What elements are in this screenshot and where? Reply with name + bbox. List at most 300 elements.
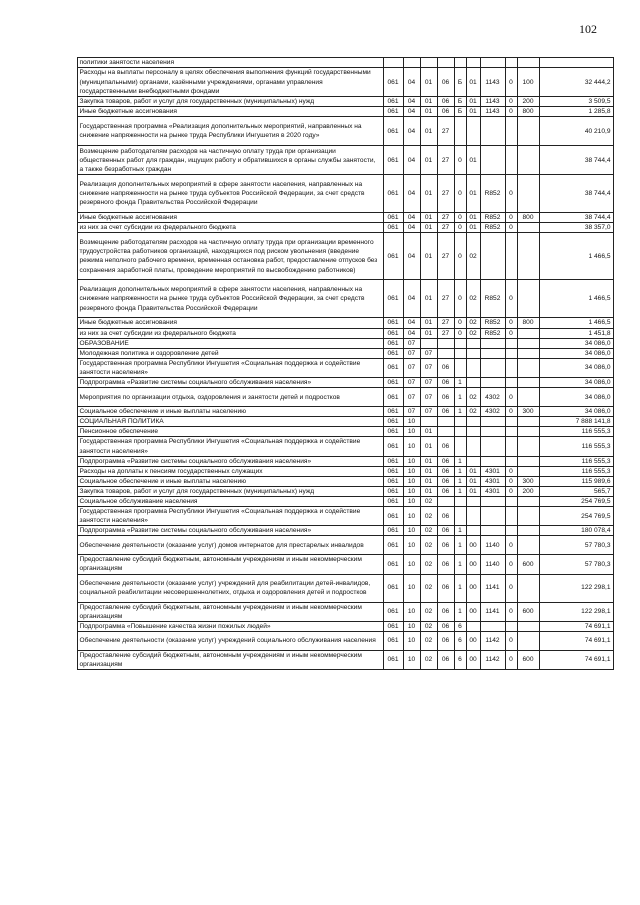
agency-code: 061 bbox=[383, 388, 403, 407]
table-row bbox=[55, 574, 613, 602]
agency-code: 061 bbox=[383, 117, 403, 146]
expense-type-code bbox=[517, 456, 539, 466]
subsection-code bbox=[420, 417, 437, 427]
agency-code: 061 bbox=[383, 223, 403, 233]
expense-type-code: 300 bbox=[517, 407, 539, 417]
program-code: 06 bbox=[437, 407, 454, 417]
subsection-code: 01 bbox=[420, 146, 437, 175]
subprogram-code: 1 bbox=[454, 536, 466, 555]
row-margin bbox=[55, 427, 77, 437]
direction-code: 4301 bbox=[480, 486, 505, 496]
program-code bbox=[437, 427, 454, 437]
program-code: 06 bbox=[437, 97, 454, 107]
row-amount: 34 086,0 bbox=[539, 338, 613, 348]
subdirection-code bbox=[505, 507, 517, 526]
section-code: 04 bbox=[403, 107, 420, 117]
table-row bbox=[55, 602, 613, 621]
subsection-code: 01 bbox=[420, 97, 437, 107]
row-margin bbox=[55, 496, 77, 506]
agency-code: 061 bbox=[383, 427, 403, 437]
table-row bbox=[55, 427, 613, 437]
agency-code: 061 bbox=[383, 338, 403, 348]
row-margin bbox=[55, 233, 77, 280]
row-amount: 254 769,5 bbox=[539, 496, 613, 506]
row-margin bbox=[55, 280, 77, 318]
agency-code: 061 bbox=[383, 486, 403, 496]
subsection-code: 01 bbox=[420, 456, 437, 466]
subdirection-code: 0 bbox=[505, 650, 517, 669]
agency-code: 061 bbox=[383, 146, 403, 175]
event-code bbox=[466, 117, 480, 146]
subdirection-code: 0 bbox=[505, 280, 517, 318]
row-margin bbox=[55, 631, 77, 650]
event-code bbox=[466, 496, 480, 506]
subprogram-code: 1 bbox=[454, 456, 466, 466]
agency-code: 061 bbox=[383, 437, 403, 456]
table-row bbox=[55, 328, 613, 338]
subdirection-code: 0 bbox=[505, 213, 517, 223]
row-amount: 116 555,3 bbox=[539, 456, 613, 466]
table-row bbox=[55, 338, 613, 348]
subdirection-code: 0 bbox=[505, 175, 517, 213]
table-row bbox=[55, 417, 613, 427]
table-row bbox=[55, 476, 613, 486]
program-code: 06 bbox=[437, 486, 454, 496]
section-code: 10 bbox=[403, 476, 420, 486]
event-code bbox=[466, 526, 480, 536]
subdirection-code bbox=[505, 233, 517, 280]
subprogram-code: 0 bbox=[454, 223, 466, 233]
expense-type-code: 800 bbox=[517, 318, 539, 328]
subsection-code: 02 bbox=[420, 496, 437, 506]
event-code: 00 bbox=[466, 555, 480, 574]
subdirection-code bbox=[505, 437, 517, 456]
subsection-code: 07 bbox=[420, 388, 437, 407]
direction-code bbox=[480, 338, 505, 348]
program-code: 06 bbox=[437, 68, 454, 97]
direction-code: R852 bbox=[480, 223, 505, 233]
row-margin bbox=[55, 602, 77, 621]
program-code: 27 bbox=[437, 175, 454, 213]
subdirection-code: 0 bbox=[505, 631, 517, 650]
subdirection-code bbox=[505, 427, 517, 437]
row-name: Закупка товаров, работ и услуг для государственных (муниципальных) нужд bbox=[77, 486, 383, 496]
row-name: Предоставление субсидий бюджетным, автономным учреждениям и иным некоммерческим организациям bbox=[77, 602, 383, 621]
subprogram-code bbox=[454, 496, 466, 506]
program-code: 06 bbox=[437, 574, 454, 602]
row-amount: 254 769,5 bbox=[539, 507, 613, 526]
table-row bbox=[55, 97, 613, 107]
agency-code: 061 bbox=[383, 526, 403, 536]
agency-code: 061 bbox=[383, 574, 403, 602]
table-row bbox=[55, 318, 613, 328]
row-name: Государственная программа Республики Ингушетия «Социальная поддержка и содействие занятости населения» bbox=[77, 507, 383, 526]
expense-type-code bbox=[517, 536, 539, 555]
subdirection-code: 0 bbox=[505, 328, 517, 338]
agency-code: 061 bbox=[383, 417, 403, 427]
agency-code: 061 bbox=[383, 407, 403, 417]
subprogram-code: 0 bbox=[454, 328, 466, 338]
row-margin bbox=[55, 117, 77, 146]
direction-code: 4301 bbox=[480, 466, 505, 476]
program-code: 27 bbox=[437, 233, 454, 280]
direction-code bbox=[480, 417, 505, 427]
section-code: 07 bbox=[403, 407, 420, 417]
row-amount: 34 086,0 bbox=[539, 407, 613, 417]
subdirection-code bbox=[505, 526, 517, 536]
direction-code bbox=[480, 427, 505, 437]
program-code: 06 bbox=[437, 621, 454, 631]
row-margin bbox=[55, 107, 77, 117]
direction-code bbox=[480, 146, 505, 175]
subsection-code: 01 bbox=[420, 427, 437, 437]
table-row bbox=[55, 650, 613, 669]
section-code: 10 bbox=[403, 536, 420, 555]
subsection-code: 01 bbox=[420, 476, 437, 486]
row-amount: 38 744,4 bbox=[539, 213, 613, 223]
row-name: Подпрограмма «Развитие системы социального обслуживания населения» bbox=[77, 456, 383, 466]
event-code: 00 bbox=[466, 574, 480, 602]
section-code: 04 bbox=[403, 280, 420, 318]
row-margin bbox=[55, 318, 77, 328]
row-margin bbox=[55, 476, 77, 486]
event-code: 00 bbox=[466, 631, 480, 650]
row-amount: 40 210,9 bbox=[539, 117, 613, 146]
agency-code: 061 bbox=[383, 175, 403, 213]
agency-code: 061 bbox=[383, 476, 403, 486]
table-row bbox=[55, 407, 613, 417]
table-row bbox=[55, 348, 613, 358]
subdirection-code: 0 bbox=[505, 407, 517, 417]
row-name: Обеспечение деятельности (оказание услуг) учреждений социального обслуживания населения bbox=[77, 631, 383, 650]
subsection-code: 01 bbox=[420, 280, 437, 318]
section-code: 10 bbox=[403, 437, 420, 456]
section-code: 04 bbox=[403, 318, 420, 328]
direction-code bbox=[480, 58, 505, 68]
event-code bbox=[466, 437, 480, 456]
row-amount: 74 691,1 bbox=[539, 621, 613, 631]
subprogram-code: 1 bbox=[454, 602, 466, 621]
event-code: 01 bbox=[466, 107, 480, 117]
program-code: 27 bbox=[437, 318, 454, 328]
direction-code: 1140 bbox=[480, 555, 505, 574]
agency-code: 061 bbox=[383, 358, 403, 377]
row-name: Социальное обеспечение и иные выплаты населению bbox=[77, 476, 383, 486]
event-code: 02 bbox=[466, 388, 480, 407]
row-name: Предоставление субсидий бюджетным, автономным учреждениям и иным некоммерческим организациям bbox=[77, 555, 383, 574]
direction-code bbox=[480, 233, 505, 280]
agency-code: 061 bbox=[383, 348, 403, 358]
program-code: 27 bbox=[437, 213, 454, 223]
subdirection-code bbox=[505, 378, 517, 388]
subsection-code bbox=[420, 338, 437, 348]
row-amount: 116 555,3 bbox=[539, 466, 613, 476]
direction-code: 1141 bbox=[480, 574, 505, 602]
section-code: 07 bbox=[403, 338, 420, 348]
expense-type-code: 800 bbox=[517, 213, 539, 223]
subsection-code: 01 bbox=[420, 117, 437, 146]
event-code: 01 bbox=[466, 466, 480, 476]
event-code: 01 bbox=[466, 68, 480, 97]
expense-type-code: 300 bbox=[517, 476, 539, 486]
event-code bbox=[466, 58, 480, 68]
row-name: Мероприятия по организации отдыха, оздоровления и занятости детей и подростков bbox=[77, 388, 383, 407]
row-name: Предоставление субсидий бюджетным, автономным учреждениям и иным некоммерческим организациям bbox=[77, 650, 383, 669]
direction-code: 1143 bbox=[480, 107, 505, 117]
table-row bbox=[55, 107, 613, 117]
subprogram-code: Б bbox=[454, 97, 466, 107]
event-code bbox=[466, 456, 480, 466]
subprogram-code bbox=[454, 117, 466, 146]
row-amount bbox=[539, 58, 613, 68]
row-margin bbox=[55, 507, 77, 526]
expense-type-code bbox=[517, 621, 539, 631]
table-row bbox=[55, 213, 613, 223]
subdirection-code: 0 bbox=[505, 602, 517, 621]
subdirection-code bbox=[505, 621, 517, 631]
row-name: Подпрограмма «Повышение качества жизни пожилых людей» bbox=[77, 621, 383, 631]
table-row bbox=[55, 437, 613, 456]
section-code: 10 bbox=[403, 486, 420, 496]
program-code: 06 bbox=[437, 476, 454, 486]
subprogram-code bbox=[454, 427, 466, 437]
expense-type-code bbox=[517, 328, 539, 338]
row-amount: 116 555,3 bbox=[539, 437, 613, 456]
subprogram-code bbox=[454, 417, 466, 427]
subprogram-code bbox=[454, 348, 466, 358]
row-margin bbox=[55, 650, 77, 669]
row-name: Подпрограмма «Развитие системы социального обслуживания населения» bbox=[77, 378, 383, 388]
row-margin bbox=[55, 146, 77, 175]
program-code bbox=[437, 58, 454, 68]
row-name: Социальное обеспечение и иные выплаты населению bbox=[77, 407, 383, 417]
section-code: 04 bbox=[403, 97, 420, 107]
row-margin bbox=[55, 621, 77, 631]
row-margin bbox=[55, 456, 77, 466]
program-code: 27 bbox=[437, 328, 454, 338]
event-code: 01 bbox=[466, 486, 480, 496]
row-amount: 38 357,0 bbox=[539, 223, 613, 233]
row-margin bbox=[55, 348, 77, 358]
expense-type-code bbox=[517, 507, 539, 526]
subsection-code: 07 bbox=[420, 378, 437, 388]
row-amount: 34 086,0 bbox=[539, 358, 613, 377]
table-row bbox=[55, 486, 613, 496]
row-margin bbox=[55, 407, 77, 417]
subprogram-code: 1 bbox=[454, 407, 466, 417]
program-code bbox=[437, 496, 454, 506]
row-amount: 180 078,4 bbox=[539, 526, 613, 536]
program-code: 06 bbox=[437, 437, 454, 456]
row-amount: 122 298,1 bbox=[539, 574, 613, 602]
row-margin bbox=[55, 378, 77, 388]
table-row bbox=[55, 466, 613, 476]
agency-code: 061 bbox=[383, 631, 403, 650]
row-amount: 38 744,4 bbox=[539, 146, 613, 175]
subdirection-code bbox=[505, 338, 517, 348]
direction-code: R852 bbox=[480, 213, 505, 223]
subprogram-code: 1 bbox=[454, 486, 466, 496]
program-code: 06 bbox=[437, 526, 454, 536]
subdirection-code bbox=[505, 146, 517, 175]
row-amount: 34 086,0 bbox=[539, 388, 613, 407]
row-margin bbox=[55, 338, 77, 348]
agency-code: 061 bbox=[383, 97, 403, 107]
agency-code: 061 bbox=[383, 650, 403, 669]
subdirection-code: 0 bbox=[505, 97, 517, 107]
row-name: Иные бюджетные ассигнования bbox=[77, 213, 383, 223]
section-code: 04 bbox=[403, 117, 420, 146]
row-amount: 3 509,5 bbox=[539, 97, 613, 107]
subdirection-code bbox=[505, 496, 517, 506]
row-name: Обеспечение деятельности (оказание услуг) домов интернатов для престарелых инвалидов bbox=[77, 536, 383, 555]
row-margin bbox=[55, 68, 77, 97]
subdirection-code bbox=[505, 456, 517, 466]
program-code: 27 bbox=[437, 146, 454, 175]
table-row bbox=[55, 223, 613, 233]
section-code: 10 bbox=[403, 555, 420, 574]
agency-code: 061 bbox=[383, 466, 403, 476]
section-code: 10 bbox=[403, 417, 420, 427]
expense-type-code: 600 bbox=[517, 650, 539, 669]
row-name: Иные бюджетные ассигнования bbox=[77, 318, 383, 328]
agency-code bbox=[383, 58, 403, 68]
event-code bbox=[466, 507, 480, 526]
row-name: Социальное обслуживание населения bbox=[77, 496, 383, 506]
subdirection-code: 0 bbox=[505, 107, 517, 117]
direction-code bbox=[480, 456, 505, 466]
direction-code bbox=[480, 437, 505, 456]
agency-code: 061 bbox=[383, 507, 403, 526]
agency-code: 061 bbox=[383, 555, 403, 574]
section-code: 10 bbox=[403, 466, 420, 476]
expense-type-code bbox=[517, 348, 539, 358]
row-name: Возмещение работодателям расходов на частичную оплату труда при организации общественных работ для граждан, ищущих работу и обратившихся в органы службы занятости, а также безработных граждан bbox=[77, 146, 383, 175]
section-code: 04 bbox=[403, 233, 420, 280]
subsection-code: 01 bbox=[420, 175, 437, 213]
direction-code: R852 bbox=[480, 280, 505, 318]
expense-type-code bbox=[517, 358, 539, 377]
subsection-code bbox=[420, 58, 437, 68]
subdirection-code bbox=[505, 58, 517, 68]
section-code: 04 bbox=[403, 328, 420, 338]
row-amount: 34 086,0 bbox=[539, 378, 613, 388]
event-code bbox=[466, 348, 480, 358]
direction-code bbox=[480, 348, 505, 358]
section-code: 10 bbox=[403, 507, 420, 526]
table-row bbox=[55, 496, 613, 506]
subsection-code: 02 bbox=[420, 526, 437, 536]
direction-code: 1141 bbox=[480, 602, 505, 621]
subsection-code: 02 bbox=[420, 602, 437, 621]
subdirection-code: 0 bbox=[505, 318, 517, 328]
table-row bbox=[55, 378, 613, 388]
subsection-code: 07 bbox=[420, 348, 437, 358]
section-code: 10 bbox=[403, 526, 420, 536]
row-name: Закупка товаров, работ и услуг для государственных (муниципальных) нужд bbox=[77, 97, 383, 107]
section-code: 10 bbox=[403, 496, 420, 506]
table-row bbox=[55, 280, 613, 318]
direction-code: 4301 bbox=[480, 476, 505, 486]
event-code: 00 bbox=[466, 602, 480, 621]
subdirection-code: 0 bbox=[505, 536, 517, 555]
row-margin bbox=[55, 388, 77, 407]
row-amount: 34 086,0 bbox=[539, 348, 613, 358]
direction-code: 1143 bbox=[480, 97, 505, 107]
subsection-code: 02 bbox=[420, 507, 437, 526]
subsection-code: 01 bbox=[420, 223, 437, 233]
row-name: Возмещение работодателям расходов на частичную оплату труда при организации временного трудоустройства работников организаций, находящихся под риском увольнения (введение режима неполного рабочего времени, временная остановка работ, предоставление отпусков без сохранения заработной платы, проведение мероприятий по высвобождению работников) bbox=[77, 233, 383, 280]
subsection-code: 02 bbox=[420, 555, 437, 574]
expense-type-code bbox=[517, 223, 539, 233]
subprogram-code: 0 bbox=[454, 233, 466, 280]
subprogram-code bbox=[454, 437, 466, 456]
expense-type-code bbox=[517, 146, 539, 175]
subprogram-code: Б bbox=[454, 68, 466, 97]
agency-code: 061 bbox=[383, 280, 403, 318]
subprogram-code: 0 bbox=[454, 318, 466, 328]
row-margin bbox=[55, 555, 77, 574]
table-row bbox=[55, 631, 613, 650]
direction-code: 1142 bbox=[480, 650, 505, 669]
direction-code bbox=[480, 117, 505, 146]
subsection-code: 01 bbox=[420, 107, 437, 117]
subprogram-code bbox=[454, 358, 466, 377]
direction-code: 1142 bbox=[480, 631, 505, 650]
expense-type-code bbox=[517, 388, 539, 407]
event-code bbox=[466, 417, 480, 427]
section-code: 10 bbox=[403, 631, 420, 650]
table-row bbox=[55, 536, 613, 555]
section-code: 10 bbox=[403, 427, 420, 437]
expense-type-code: 100 bbox=[517, 68, 539, 97]
agency-code: 061 bbox=[383, 213, 403, 223]
program-code bbox=[437, 348, 454, 358]
row-name: Государственная программа «Реализация дополнительных мероприятий, направленных на снижение напряженности на рынке труда Республики Ингушетия в 2020 году» bbox=[77, 117, 383, 146]
row-amount: 1 466,5 bbox=[539, 318, 613, 328]
event-code: 00 bbox=[466, 536, 480, 555]
subprogram-code: 1 bbox=[454, 574, 466, 602]
event-code bbox=[466, 621, 480, 631]
expense-type-code bbox=[517, 417, 539, 427]
program-code bbox=[437, 417, 454, 427]
subprogram-code: 6 bbox=[454, 650, 466, 669]
expense-type-code: 600 bbox=[517, 602, 539, 621]
table-row bbox=[55, 621, 613, 631]
subdirection-code: 0 bbox=[505, 476, 517, 486]
row-name: Пенсионное обеспечение bbox=[77, 427, 383, 437]
program-code: 06 bbox=[437, 378, 454, 388]
event-code: 01 bbox=[466, 175, 480, 213]
subprogram-code: 1 bbox=[454, 388, 466, 407]
row-margin bbox=[55, 536, 77, 555]
section-code: 10 bbox=[403, 602, 420, 621]
table-row bbox=[55, 146, 613, 175]
subdirection-code: 0 bbox=[505, 388, 517, 407]
table-row bbox=[55, 456, 613, 466]
subdirection-code: 0 bbox=[505, 223, 517, 233]
subprogram-code: 1 bbox=[454, 526, 466, 536]
direction-code bbox=[480, 621, 505, 631]
agency-code: 061 bbox=[383, 378, 403, 388]
row-amount: 122 298,1 bbox=[539, 602, 613, 621]
subprogram-code: 6 bbox=[454, 621, 466, 631]
subprogram-code: 6 bbox=[454, 631, 466, 650]
section-code: 07 bbox=[403, 378, 420, 388]
row-name: Государственная программа Республики Ингушетия «Социальная поддержка и содействие занятости населения» bbox=[77, 437, 383, 456]
agency-code: 061 bbox=[383, 536, 403, 555]
expense-type-code bbox=[517, 58, 539, 68]
